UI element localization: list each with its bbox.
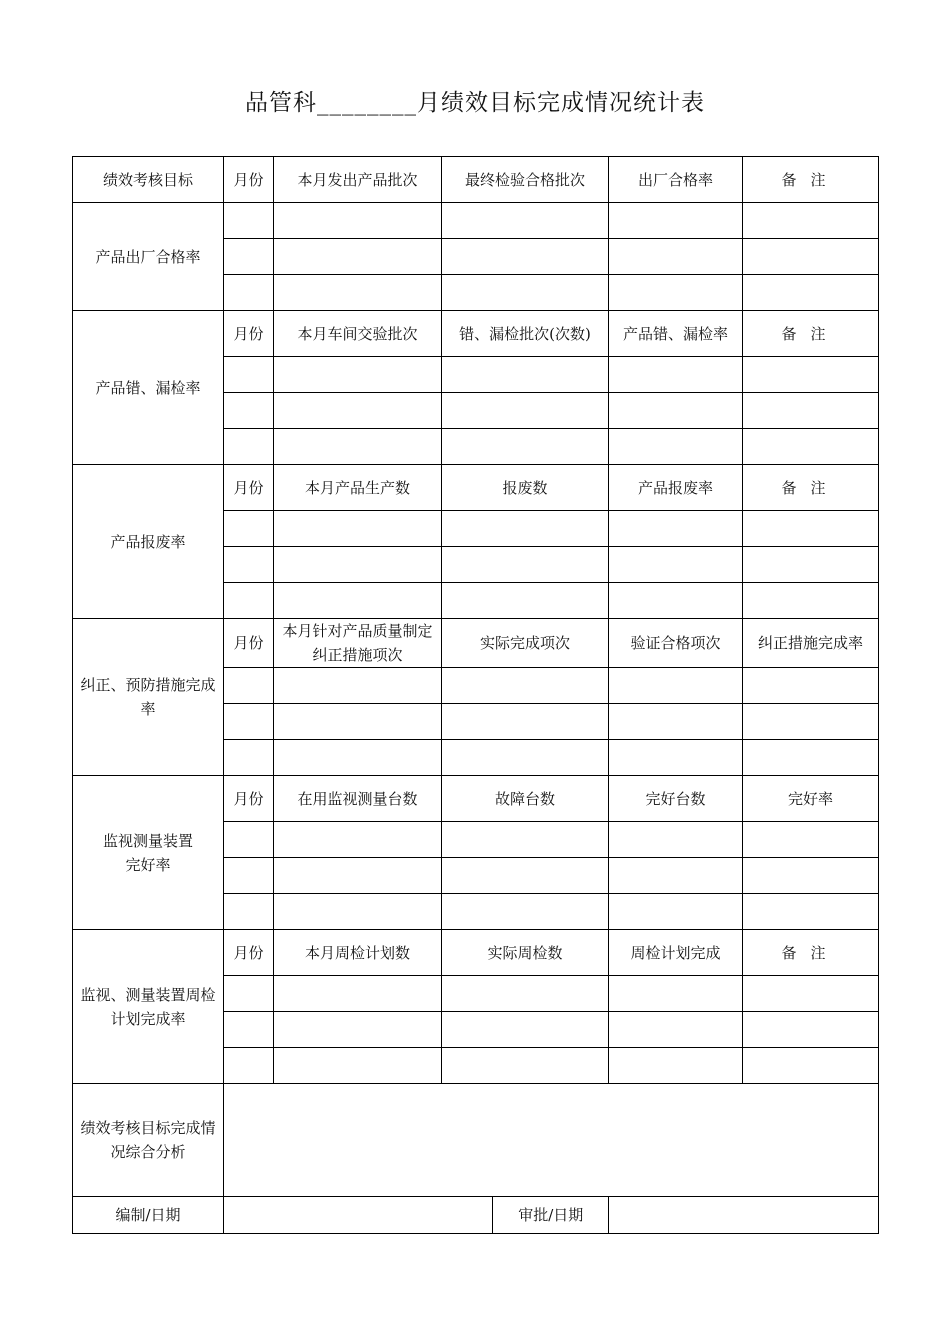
cell[interactable] [442,1012,609,1048]
cell[interactable] [743,822,879,858]
cell[interactable] [224,239,274,275]
cell[interactable] [274,547,442,583]
cell[interactable] [224,203,274,239]
month-blank[interactable]: ________ [317,90,417,116]
cell[interactable] [224,547,274,583]
cell[interactable] [609,894,743,930]
cell[interactable] [609,668,743,704]
section-col-1: 本月针对产品质量制定纠正措施项次 [274,619,442,668]
cell[interactable] [274,393,442,429]
analysis-row [73,1084,879,1197]
cell[interactable] [442,203,609,239]
cell[interactable] [442,740,609,776]
cell[interactable] [224,740,274,776]
section-label: 产品错、漏检率 [73,311,224,465]
section-col-3: 完好台数 [609,776,743,822]
header-month-label: 月份 [224,157,274,203]
cell[interactable] [442,822,609,858]
cell[interactable] [274,275,442,311]
section-header-row [73,930,879,976]
cell[interactable] [224,1048,274,1084]
section-label: 监视测量装置完好率 [73,776,224,930]
cell[interactable] [743,704,879,740]
cell[interactable] [274,357,442,393]
header-col-4: 备注 [743,157,879,203]
cell[interactable] [609,393,743,429]
section-col-4: 完好率 [743,776,879,822]
cell[interactable] [442,704,609,740]
cell[interactable] [743,357,879,393]
cell[interactable] [224,976,274,1012]
cell[interactable] [442,894,609,930]
cell[interactable] [224,822,274,858]
cell[interactable] [224,1012,274,1048]
cell[interactable] [224,357,274,393]
title-prefix: 品管科 [245,90,317,116]
performance-table [72,156,879,1234]
section-month-label: 月份 [224,930,274,976]
approved-label: 审批/日期 [518,1206,584,1224]
cell[interactable] [224,858,274,894]
section-col-2: 故障台数 [442,776,609,822]
cell[interactable] [224,275,274,311]
section-label: 纠正、预防措施完成率 [73,619,224,776]
cell[interactable] [442,668,609,704]
cell[interactable] [609,547,743,583]
cell[interactable] [743,1012,879,1048]
title-suffix: 月绩效目标完成情况统计表 [417,90,705,116]
cell[interactable] [442,511,609,547]
cell[interactable] [274,704,442,740]
cell[interactable] [743,203,879,239]
cell[interactable] [442,858,609,894]
cell[interactable] [224,511,274,547]
cell[interactable] [743,976,879,1012]
cell[interactable] [743,239,879,275]
section-col-1: 本月产品生产数 [274,465,442,511]
cell[interactable] [743,275,879,311]
cell[interactable] [442,429,609,465]
cell[interactable] [743,393,879,429]
approved-date-input[interactable] [609,1197,879,1234]
section-col-3: 验证合格项次 [609,619,743,668]
cell[interactable] [224,668,274,704]
cell[interactable] [224,704,274,740]
analysis-label: 绩效考核目标完成情况综合分析 [73,1084,224,1197]
section-col-2: 实际完成项次 [442,619,609,668]
cell[interactable] [224,894,274,930]
cell[interactable] [274,740,442,776]
cell[interactable] [274,1048,442,1084]
cell[interactable] [274,976,442,1012]
section-label: 产品出厂合格率 [73,203,224,311]
cell[interactable] [609,275,743,311]
cell[interactable] [442,583,609,619]
section-col-1: 本月车间交验批次 [274,311,442,357]
page-title [0,84,950,117]
cell[interactable] [609,858,743,894]
cell[interactable] [442,239,609,275]
cell[interactable] [609,1048,743,1084]
cell[interactable] [274,583,442,619]
cell[interactable] [442,393,609,429]
table-row [73,203,879,239]
cell[interactable] [224,429,274,465]
cell[interactable] [743,429,879,465]
cell[interactable] [274,858,442,894]
cell[interactable] [442,1048,609,1084]
section-header-row [73,619,879,668]
cell[interactable] [609,976,743,1012]
section-col-3: 产品错、漏检率 [609,311,743,357]
cell[interactable] [609,357,743,393]
section-month-label: 月份 [224,776,274,822]
section-col-2: 错、漏检批次(次数) [442,311,609,357]
section-month-label: 月份 [224,311,274,357]
cell[interactable] [609,239,743,275]
section-month-label: 月份 [224,465,274,511]
section-col-4: 备注 [743,930,879,976]
section-label: 监视、测量装置周检计划完成率 [73,930,224,1084]
signature-row [73,1197,879,1234]
header-col-3: 出厂合格率 [609,157,743,203]
cell[interactable] [743,547,879,583]
cell[interactable] [609,511,743,547]
cell[interactable] [609,429,743,465]
cell[interactable] [743,668,879,704]
section-col-2: 实际周检数 [442,930,609,976]
cell[interactable] [224,583,274,619]
cell[interactable] [743,740,879,776]
header-col-2: 最终检验合格批次 [442,157,609,203]
cell[interactable] [274,239,442,275]
header-col-1: 本月发出产品批次 [274,157,442,203]
cell[interactable] [274,822,442,858]
analysis-input[interactable] [224,1084,879,1197]
cell[interactable] [609,203,743,239]
cell[interactable] [274,894,442,930]
cell[interactable] [743,511,879,547]
cell[interactable] [609,704,743,740]
cell[interactable] [609,822,743,858]
section-header-row [73,465,879,511]
section-label: 产品报废率 [73,465,224,619]
cell[interactable] [274,668,442,704]
cell[interactable] [274,1012,442,1048]
section-col-3: 周检计划完成 [609,930,743,976]
section-col-1: 本月周检计划数 [274,930,442,976]
prepared-label: 编制/日期 [73,1197,224,1234]
signature-inner-table [224,1197,609,1233]
section-col-4: 纠正措施完成率 [743,619,879,668]
cell[interactable] [224,393,274,429]
cell[interactable] [442,547,609,583]
cell[interactable] [442,275,609,311]
section-col-2: 报废数 [442,465,609,511]
section-col-3: 产品报废率 [609,465,743,511]
cell[interactable] [609,740,743,776]
header-target-label: 绩效考核目标 [73,157,224,203]
cell[interactable] [743,1048,879,1084]
cell[interactable] [609,583,743,619]
section-header-row [73,311,879,357]
cell[interactable] [609,1012,743,1048]
section-col-1: 在用监视测量台数 [274,776,442,822]
cell[interactable] [743,583,879,619]
section-col-4: 备注 [743,311,879,357]
cell[interactable] [274,429,442,465]
table-header-row [73,157,879,203]
cell[interactable] [274,203,442,239]
cell[interactable] [274,511,442,547]
signature-inner-cell [224,1197,609,1234]
cell[interactable] [442,357,609,393]
section-header-row [73,776,879,822]
section-col-4: 备注 [743,465,879,511]
cell[interactable] [743,894,879,930]
cell[interactable] [442,976,609,1012]
prepared-date-input[interactable] [224,1197,492,1233]
section-month-label: 月份 [224,619,274,668]
cell[interactable] [743,858,879,894]
